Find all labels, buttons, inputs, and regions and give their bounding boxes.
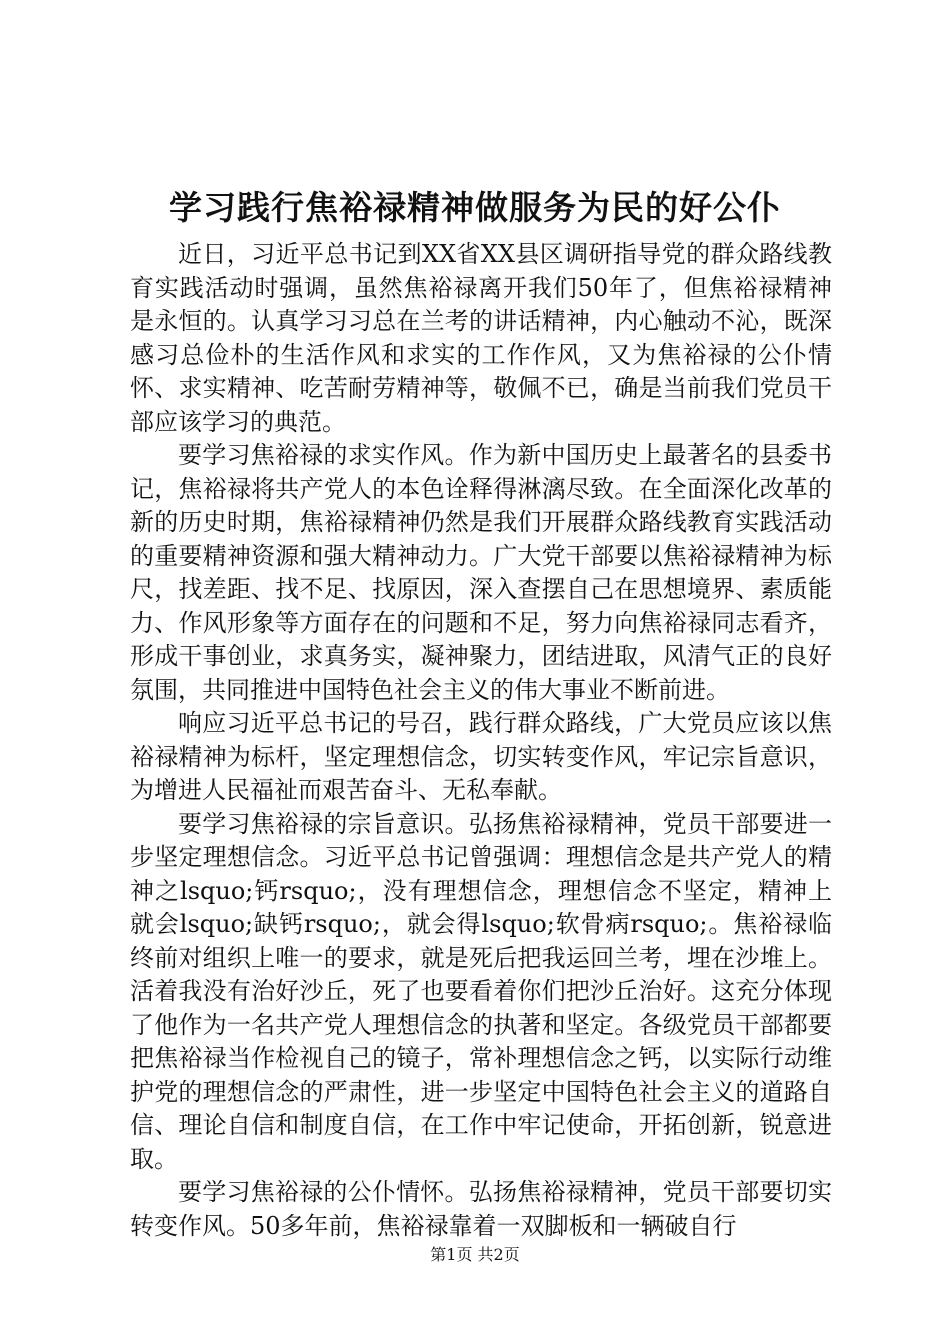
document-body [130, 238, 832, 1243]
page-number: 第1页 共2页 [430, 1245, 520, 1264]
document-title: 学习践行焦裕禄精神做服务为民的好公仆 [169, 188, 781, 227]
paragraph-purpose-awareness: 要学习焦裕禄的宗旨意识。弘扬焦裕禄精神，党员干部要进一步坚定理想信念。习近平总书记曾强调：理想信念是共产党人的精神之lsquo;钙rsquo;，没有理想信念，理想信念不坚定，精神上就会lsquo;缺钙rsquo;，就会得lsquo;软骨病rsquo;。焦裕禄临终前对组织上唯一的要求，就是死后把我运回兰考，埋在沙堆上。活着我没有治好沙丘，死了也要看着你们把沙丘治好。这充分体现了他作为一名共产党人理想信念的执著和坚定。各级党员干部都要把焦裕禄当作检视自己的镜子，常补理想信念之钙，以实际行动维护党的理想信念的严肃性，进一步坚定中国特色社会主义的道路自信、理论自信和制度自信，在工作中牢记使命，开拓创新，锐意进取。 [130, 809, 832, 1173]
paragraph-intro: 近日，习近平总书记到XX省XX县区调研指导党的群众路线教育实践活动时强调，虽然焦裕禄离开我们50年了，但焦裕禄精神是永恒的。认真学习习总在兰考的讲话精神，内心触动不沁，既深感习总俭朴的生活作风和求实的工作作风，又为焦裕禄的公仆情怀、求实精神、吃苦耐劳精神等，敬佩不已，确是当前我们党员干部应该学习的典范。 [130, 240, 832, 436]
paragraph-response: 响应习近平总书记的号召，践行群众路线，广大党员应该以焦裕禄精神为标杆，坚定理想信念，切实转变作风，牢记宗旨意识，为增进人民福祉而艰苦奋斗、无私奉献。 [130, 709, 832, 804]
paragraph-public-servant: 要学习焦裕禄的公仆情怀。弘扬焦裕禄精神，党员干部要切实转变作风。50多年前，焦裕禄靠着一双脚板和一辆破自行 [130, 1178, 832, 1240]
paragraph-practical-style: 要学习焦裕禄的求实作风。作为新中国历史上最著名的县委书记，焦裕禄将共产党人的本色诠释得淋漓尽致。在全面深化改革的新的历史时期，焦裕禄精神仍然是我们开展群众路线教育实践活动的重要精神资源和强大精神动力。广大党干部要以焦裕禄精神为标尺，找差距、找不足、找原因，深入查摆自己在思想境界、素质能力、作风形象等方面存在的问题和不足，努力向焦裕禄同志看齐，形成干事创业，求真务实，凝神聚力，团结进取，风清气正的良好氛围，共同推进中国特色社会主义的伟大事业不断前进。 [130, 441, 832, 704]
